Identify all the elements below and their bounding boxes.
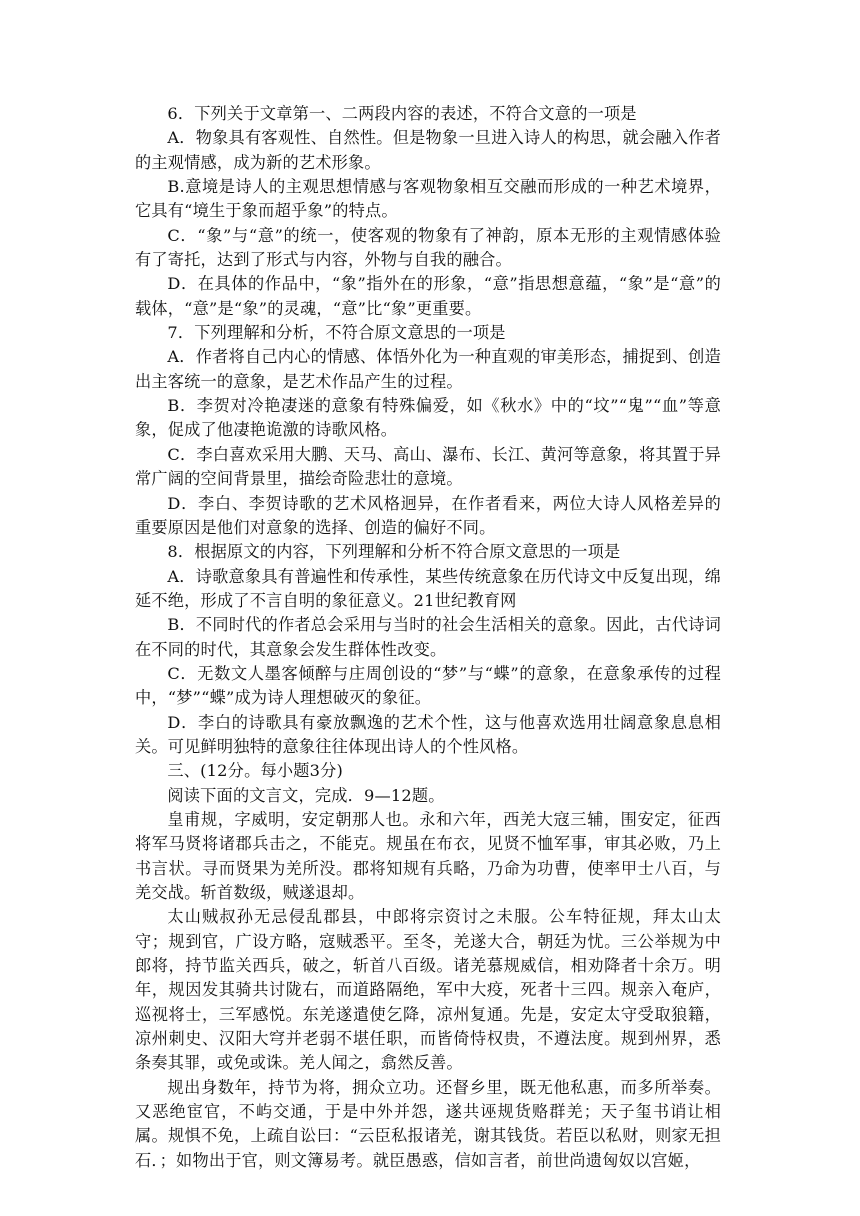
question-8-option-b: B．不同时代的作者总会采用与当时的社会生活相关的意象。因此，古代诗词在不同的时代，其意象会发生群体性改变。 bbox=[135, 615, 721, 659]
question-8-stem: 8．根据原文的内容，下列理解和分析不符合原文意思的一项是 bbox=[167, 542, 621, 562]
question-7-option-c: C．李白喜欢采用大鹏、天马、高山、瀑布、长江、黄河等意象，将其置于异常广阔的空间背景里，描绘奇险悲壮的意境。 bbox=[135, 444, 721, 489]
question-8-option-c: C．无数文人墨客倾醉与庄周创设的“梦”与“蝶”的意象，在意象承传的过程中，“梦”“蝶”成为诗人理想破灭的象征。 bbox=[135, 663, 721, 708]
question-6-option-c: C．“象”与“意”的统一，使客观的物象有了神韵，原本无形的主观情感体验有了寄托，达到了形式与内容，外物与自我的融合。 bbox=[135, 225, 721, 270]
question-7-option-a: A．作者将自己内心的情感、体悟外化为一种直观的审美形态，捕捉到、创造出主客统一的意象，是艺术作品产生的过程。 bbox=[135, 347, 721, 391]
question-7-option-d: D．李白、李贺诗歌的艺术风格迥异，在作者看来，两位大诗人风格差异的重要原因是他们对意象的选择、创造的偏好不同。 bbox=[135, 493, 721, 537]
question-8-option-d: D．李白的诗歌具有豪放飘逸的艺术个性，这与他喜欢选用壮阔意象息息相关。可见鲜明独特的意象往往体现出诗人的个性风格。 bbox=[135, 712, 721, 756]
question-8-option-a: A．诗歌意象具有普遍性和传承性，某些传统意象在历代诗文中反复出现，绵延不绝，形成了不言自明的象征意义。21世纪教育网 bbox=[135, 566, 721, 610]
section-3-instructions: 阅读下面的文言文，完成．9—12题。 bbox=[167, 785, 445, 805]
question-6-option-d: D．在具体的作品中，“象”指外在的形象，“意”指思想意蕴，“象”是“意”的载体，“意”是“象”的灵魂，“意”比“象”更重要。 bbox=[135, 274, 721, 318]
classical-text-paragraph: 规出身数年，持节为将，拥众立功。还督乡里，既无他私惠，而多所举奏。又恶绝宦官，不屿交通，于是中外并怨，遂共诬规货赂群羌；天子玺书诮让相属。规惧不免，上疏自讼曰：“云臣私报诸羌，谢其钱货。若臣以私财，则家无担石．；如物出于官，则文簿易考。就臣愚惑，信如言者，前世尚遗匈奴以宫姬， bbox=[135, 1077, 721, 1170]
section-3-heading: 三、(12分。每小题3分) bbox=[167, 761, 344, 781]
question-6-stem: 6．下列关于文章第一、二两段内容的表述，不符合文意的一项是 bbox=[167, 104, 637, 123]
document-body bbox=[135, 102, 721, 1173]
question-7-option-b: B．李贺对冷艳凄迷的意象有特殊偏爱，如《秋水》中的“坟”“鬼”“血”等意象，促成了他凄艳诡激的诗歌风格。 bbox=[135, 396, 721, 440]
classical-text-paragraph: 皇甫规，字威明，安定朝那人也。永和六年，西羌大寇三辅，围安定，征西将军马贤将诸郡兵击之，不能克。规虽在布衣，见贤不恤军事，审其必败，乃上书言状。寻而贤果为羌所没。郡将知规有兵略，乃命为功曹，使率甲士八百，与羌交战。斩首数级，贼遂退却。 bbox=[135, 809, 721, 902]
question-7-stem: 7．下列理解和分析，不符合原文意思的一项是 bbox=[167, 323, 506, 343]
question-6-option-a: A．物象具有客观性、自然性。但是物象一旦进入诗人的构思，就会融入作者的主观情感，成为新的艺术形象。 bbox=[135, 128, 721, 172]
classical-text-paragraph: 太山贼叔孙无忌侵乱郡县，中郎将宗资讨之未服。公车特征规，拜太山太守；规到官，广设方略，寇贼悉平。至冬，羌遂大合，朝廷为忧。三公举规为中郎将，持节监关西兵，破之，斩首八百级。诸羌慕规威信，相劝降者十余万。明年，规因发其骑共讨陇右，而道路隔绝，军中大疫，死者十三四。规亲入奄庐，巡视将士，三军感悦。东羌遂遣使乞降，凉州复通。先是，安定太守受取狼籍，凉州刺史、汉阳大穹并老弱不堪任职，而皆倚恃权贵，不遵法度。规到州界，悉条奏其罪，或免或诛。羌人闻之，翕然反善。 bbox=[135, 907, 721, 1073]
question-6-option-b: B.意境是诗人的主观思想情感与客观物象相互交融而形成的一种艺术境界，它具有“境生于象而超乎象”的特点。 bbox=[135, 177, 721, 221]
